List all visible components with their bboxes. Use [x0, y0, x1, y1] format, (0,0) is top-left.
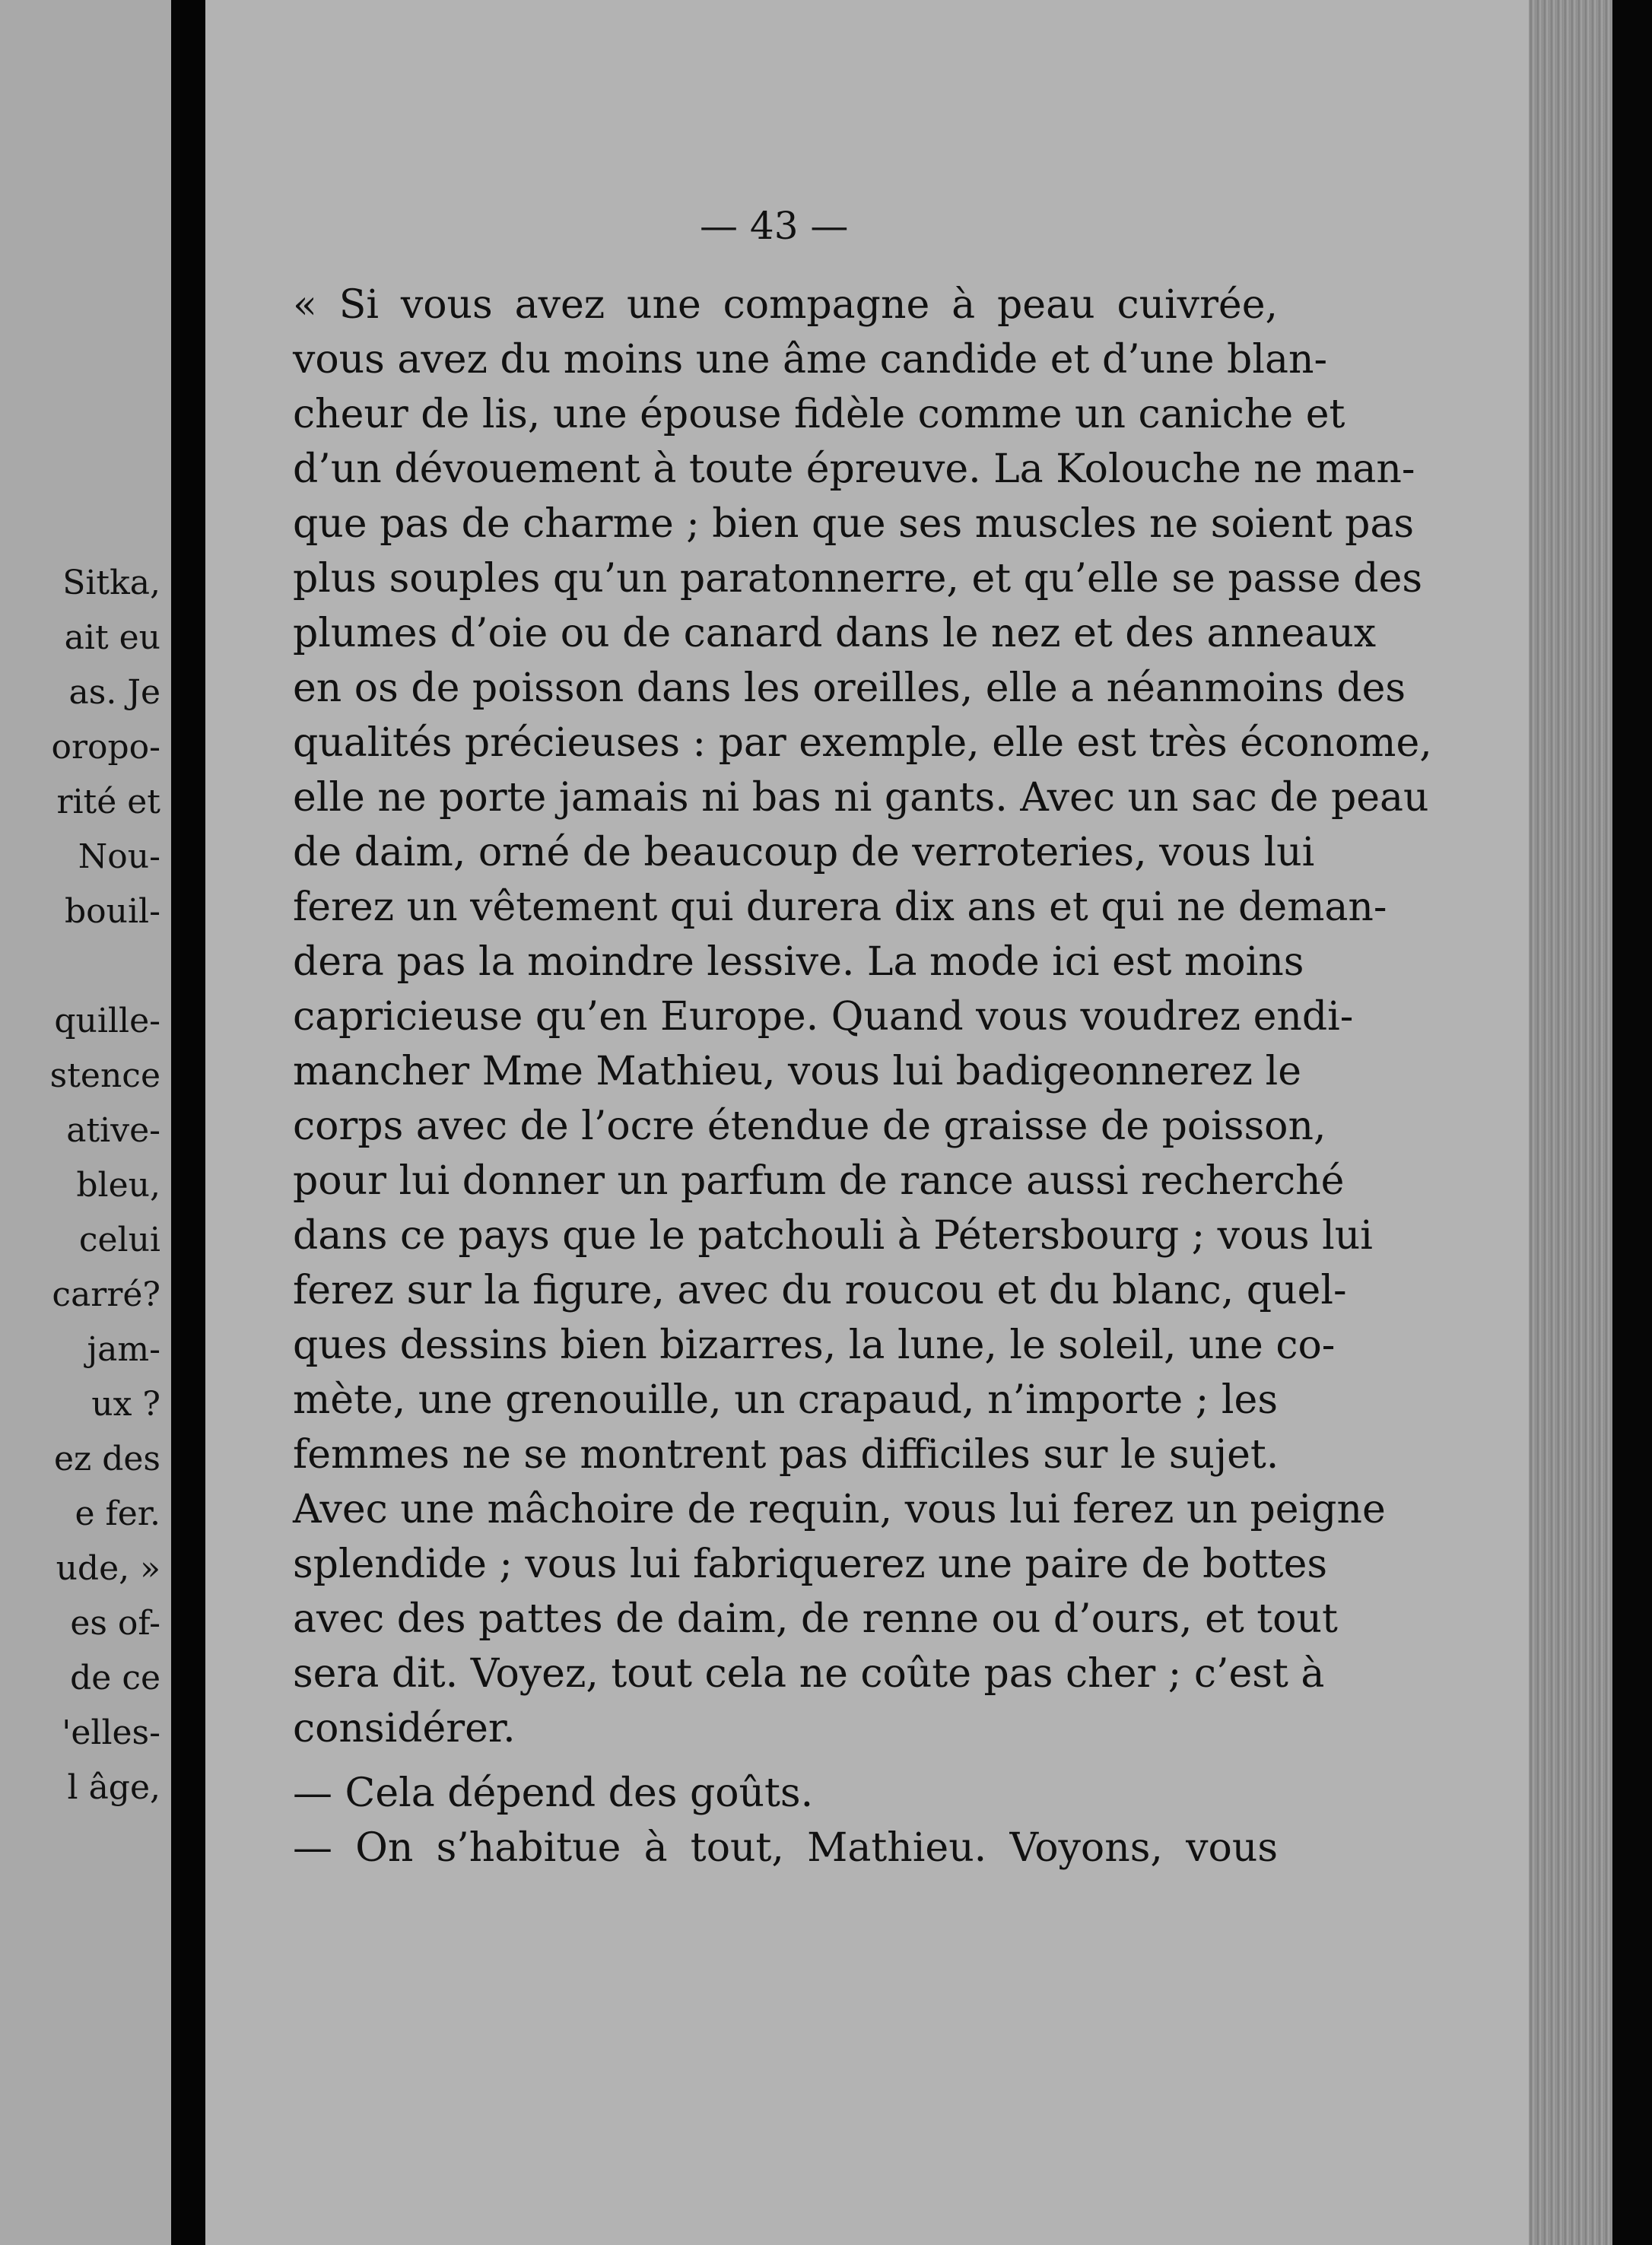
left-facing-page [0, 0, 171, 2245]
body-line: « Si vous avez une compagne à peau cuivrée, [293, 282, 1278, 328]
dialog-line-1: — Cela dépend des goûts. [293, 1770, 814, 1816]
body-paragraph [293, 278, 1432, 1756]
left-page-line: es of- [70, 1604, 160, 1643]
body-line: dans ce pays que le patchouli à Pétersbourg ; vous lui [293, 1213, 1373, 1259]
body-line: corps avec de l’ocre étendue de graisse de poisson, [293, 1103, 1326, 1149]
left-page-line: carré? [52, 1275, 160, 1314]
left-page-line: e fer. [75, 1494, 160, 1533]
page-number: — 43 — [700, 204, 849, 248]
left-page-line: ude, » [56, 1549, 160, 1588]
left-page-line: oropo- [51, 728, 160, 767]
body-line: elle ne porte jamais ni bas ni gants. Avec un sac de peau [293, 775, 1429, 821]
body-line: vous avez du moins une âme candide et d’une blan- [293, 337, 1328, 383]
body-line: qualités précieuses : par exemple, elle est très économe, [293, 720, 1432, 766]
left-page-line: ait eu [64, 618, 160, 657]
left-page-line: ux ? [91, 1385, 160, 1424]
body-line: plus souples qu’un paratonnerre, et qu’elle se passe des [293, 556, 1423, 602]
body-line: pour lui donner un parfum de rance aussi recherché [293, 1158, 1345, 1204]
left-page-line: ative- [66, 1111, 160, 1150]
left-page-line: 'elles- [62, 1713, 160, 1752]
body-line: ques dessins bien bizarres, la lune, le soleil, une co- [293, 1323, 1336, 1368]
body-line: en os de poisson dans les oreilles, elle a néanmoins des [293, 665, 1406, 711]
body-line: ferez sur la figure, avec du roucou et du blanc, quel- [293, 1268, 1347, 1313]
left-page-line: celui [78, 1221, 160, 1259]
body-line: plumes d’oie ou de canard dans le nez et des anneaux [293, 611, 1377, 656]
body-line: avec des pattes de daim, de renne ou d’ours, et tout [293, 1596, 1338, 1642]
body-line: dera pas la moindre lessive. La mode ici est moins [293, 939, 1304, 985]
body-line: considérer. [293, 1706, 516, 1751]
left-page-line: Nou- [78, 837, 160, 876]
left-page-line: Sitka, [62, 564, 160, 602]
left-page-line: stence [49, 1056, 160, 1095]
left-page-line: jam- [87, 1330, 160, 1369]
body-line: ferez un vêtement qui durera dix ans et qui ne deman- [293, 884, 1387, 930]
body-line: femmes ne se montrent pas difficiles sur le sujet. [293, 1432, 1279, 1478]
body-line: mancher Mme Mathieu, vous lui badigeonnerez le [293, 1049, 1301, 1094]
left-page-line: bleu, [76, 1166, 160, 1205]
left-page-line: ez des [54, 1440, 160, 1478]
left-page-line: de ce [70, 1659, 160, 1697]
scan-background [1612, 0, 1652, 2245]
page-edge-stack [1529, 0, 1612, 2245]
body-line: d’un dévouement à toute épreuve. La Kolouche ne man- [293, 446, 1415, 492]
body-line: Avec une mâchoire de requin, vous lui ferez un peigne [293, 1487, 1386, 1532]
body-line: capricieuse qu’en Europe. Quand vous voudrez endi- [293, 994, 1354, 1040]
body-line: mète, une grenouille, un crapaud, n’importe ; les [293, 1377, 1278, 1423]
body-line: sera dit. Voyez, tout cela ne coûte pas cher ; c’est à [293, 1651, 1325, 1697]
left-page-line: rité et [56, 783, 160, 821]
left-page-line: as. Je [68, 673, 160, 712]
body-line: de daim, orné de beaucoup de verroteries, vous lui [293, 830, 1315, 875]
body-line: que pas de charme ; bien que ses muscles ne soient pas [293, 501, 1415, 547]
left-page-line: l âge, [67, 1768, 160, 1807]
body-line: cheur de lis, une épouse fidèle comme un caniche et [293, 392, 1345, 437]
dialog-line-2: — On s’habitue à tout, Mathieu. Voyons, vous [293, 1825, 1278, 1871]
left-page-line: quille- [54, 1002, 160, 1040]
left-page-line: bouil- [64, 892, 160, 931]
book-gutter [171, 0, 205, 2245]
body-line: splendide ; vous lui fabriquerez une paire de bottes [293, 1542, 1328, 1587]
